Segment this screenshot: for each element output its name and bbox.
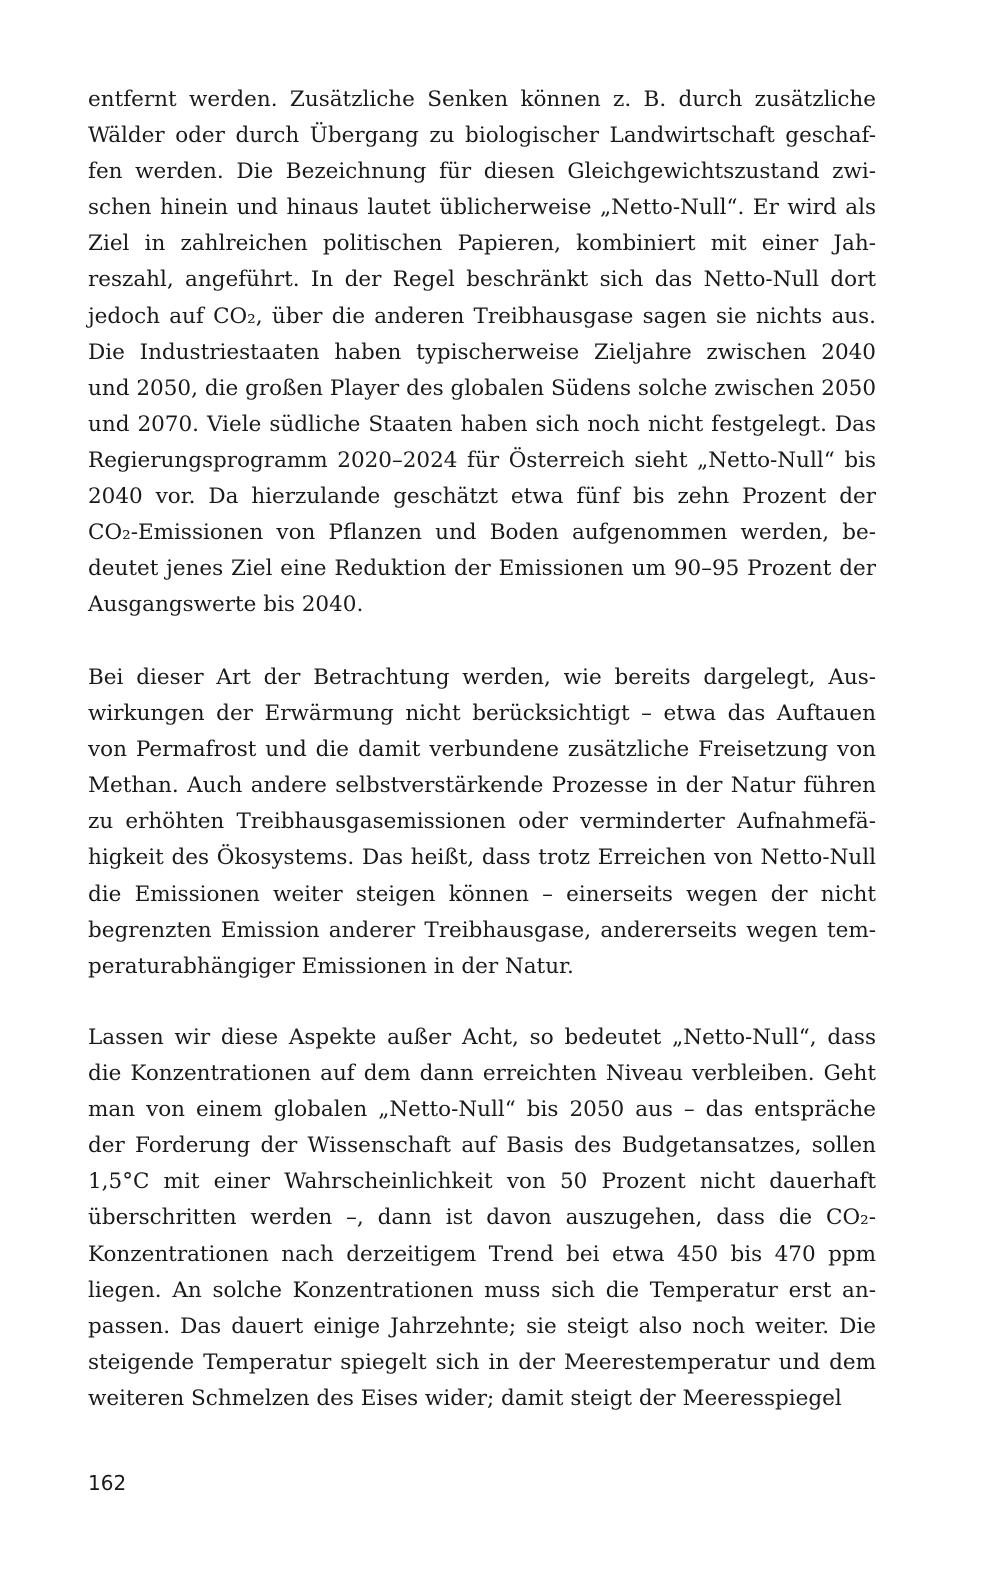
text-line: die Konzentrationen auf dem dann erreichten Niveau verbleiben. Geht (88, 1061, 876, 1087)
paragraph-1 (88, 82, 876, 623)
text-line: jedoch auf CO₂, über die anderen Treibhausgase sagen sie nichts aus. (88, 303, 876, 329)
text-line: Konzentrationen nach derzeitigem Trend bei etwa 450 bis 470 ppm (88, 1241, 876, 1267)
text-line: man von einem globalen „Netto-Null“ bis 2050 aus – das entspräche (88, 1097, 876, 1123)
text-line: entfernt werden. Zusätzliche Senken können z. B. durch zusätzliche (88, 87, 876, 112)
text-line: reszahl, angeführt. In der Regel beschränkt sich das Netto-Null dort (88, 267, 876, 293)
text-line: wirkungen der Erwärmung nicht berücksichtigt – etwa das Auftauen (88, 701, 876, 727)
page-number: 162 (88, 1471, 127, 1495)
text-line: der Forderung der Wissenschaft auf Basis des Budgetansatzes, sollen (88, 1133, 876, 1159)
text-line: Ziel in zahlreichen politischen Papieren, kombiniert mit einer Jah- (88, 231, 876, 257)
text-line: Ausgangswerte bis 2040. (88, 592, 364, 618)
text-line: überschritten werden –, dann ist davon auszugehen, dass die CO₂- (88, 1205, 876, 1231)
text-line: peraturabhängiger Emissionen in der Natur. (88, 953, 574, 979)
text-line: Lassen wir diese Aspekte außer Acht, so bedeutet „Netto-Null“, dass (88, 1025, 876, 1050)
text-line: Methan. Auch andere selbstverstärkende Prozesse in der Natur führen (88, 773, 876, 799)
text-line: Die Industriestaaten haben typischerweise Zieljahre zwischen 2040 (88, 339, 876, 365)
text-line: CO₂-Emissionen von Pflanzen und Boden aufgenommen werden, be- (88, 520, 876, 546)
text-line: weiteren Schmelzen des Eises wider; damit steigt der Meeresspiegel (88, 1385, 842, 1411)
text-line: Wälder oder durch Übergang zu biologischer Landwirtschaft geschaf- (88, 123, 876, 149)
paragraph-2 (88, 660, 876, 985)
text-line: liegen. An solche Konzentrationen muss sich die Temperatur erst an- (88, 1277, 876, 1303)
text-line: deutet jenes Ziel eine Reduktion der Emissionen um 90–95 Prozent der (88, 556, 876, 582)
text-line: 2040 vor. Da hierzulande geschätzt etwa fünf bis zehn Prozent der (88, 484, 876, 510)
text-line: higkeit des Ökosystems. Das heißt, dass trotz Erreichen von Netto-Null (88, 845, 876, 871)
paragraph-3 (88, 1020, 876, 1417)
text-line: passen. Das dauert einige Jahrzehnte; sie steigt also noch weiter. Die (88, 1313, 876, 1339)
text-line: Bei dieser Art der Betrachtung werden, wie bereits dargelegt, Aus- (88, 665, 876, 690)
text-line: 1,5°C mit einer Wahrscheinlichkeit von 50 Prozent nicht dauerhaft (88, 1169, 876, 1195)
text-line: und 2070. Viele südliche Staaten haben sich noch nicht festgelegt. Das (88, 411, 876, 437)
text-line: die Emissionen weiter steigen können – einerseits wegen der nicht (88, 881, 876, 907)
text-line: zu erhöhten Treibhausgasemissionen oder verminderter Aufnahmefä- (88, 809, 876, 835)
text-line: Regierungsprogramm 2020–2024 für Österreich sieht „Netto-Null“ bis (88, 447, 876, 473)
text-line: und 2050, die großen Player des globalen Südens solche zwischen 2050 (88, 375, 876, 401)
text-line: fen werden. Die Bezeichnung für diesen Gleichgewichtszustand zwi- (88, 159, 876, 185)
text-line: schen hinein und hinaus lautet üblicherweise „Netto-Null“. Er wird als (88, 195, 876, 221)
text-line: von Permafrost und die damit verbundene zusätzliche Freisetzung von (88, 737, 876, 763)
text-line: begrenzten Emission anderer Treibhausgase, andererseits wegen tem- (88, 917, 876, 943)
text-line: steigende Temperatur spiegelt sich in der Meerestemperatur und dem (88, 1349, 876, 1375)
